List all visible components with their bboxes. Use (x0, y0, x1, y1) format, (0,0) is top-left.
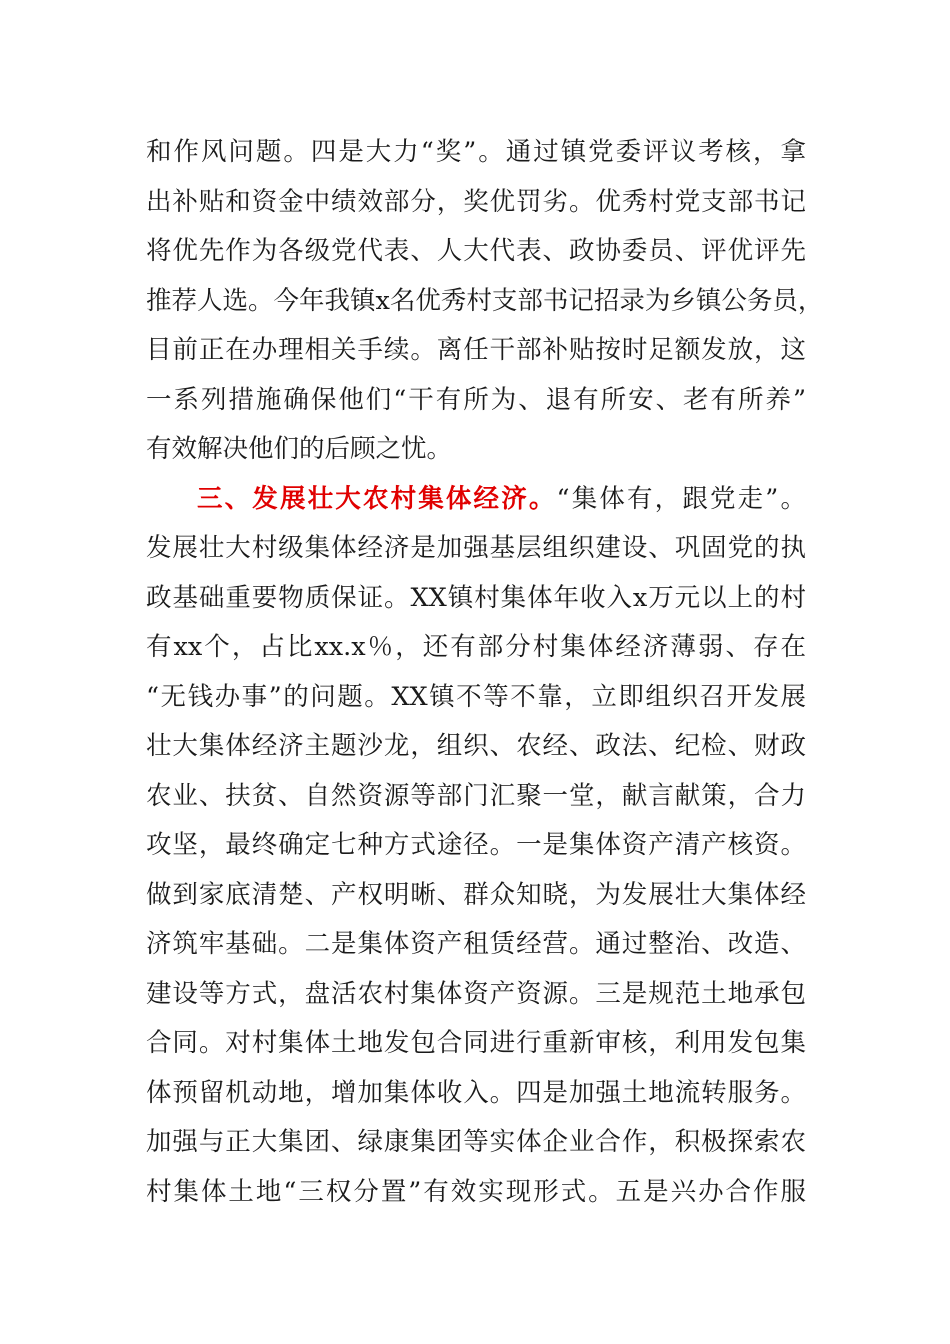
paragraph-line: 出补贴和资金中绩效部分，奖优罚劣。优秀村党支部书记 (146, 186, 806, 217)
paragraph-line: “无钱办事”的问题。XX镇不等不靠，立即组织召开发展 (146, 681, 806, 712)
paragraph-line: 建设等方式，盘活农村集体资产资源。三是规范土地承包 (146, 978, 806, 1009)
section-heading: 三、发展壮大农村集体经济。 (197, 483, 557, 514)
paragraph-line: 有xx个，占比xx.x％，还有部分村集体经济薄弱、存在 (146, 632, 806, 662)
paragraph-line: 济筑牢基础。二是集体资产租赁经营。通过整治、改造、 (146, 929, 806, 959)
paragraph-line: 攻坚，最终确定七种方式途径。一是集体资产清产核资。 (146, 830, 806, 860)
document-body (146, 128, 824, 1217)
paragraph-line: 目前正在办理相关手续。离任干部补贴按时足额发放，这 (146, 335, 806, 365)
paragraph-line: 村集体土地“三权分置”有效实现形式。五是兴办合作服 (146, 1176, 806, 1207)
paragraph-line: 发展壮大村级集体经济是加强基层组织建设、巩固党的执 (146, 533, 806, 563)
paragraph-line: 有效解决他们的后顾之忧。 (146, 434, 453, 464)
paragraph-line: 壮大集体经济主题沙龙，组织、农经、政法、纪检、财政 (146, 731, 806, 761)
paragraph-first-line (146, 475, 806, 525)
paragraph-line: 政基础重要物质保证。XX镇村集体年收入x万元以上的村 (146, 582, 806, 613)
paragraph-line: 农业、扶贫、自然资源等部门汇聚一堂，献言献策，合力 (146, 780, 806, 811)
paragraph-line: 加强与正大集团、绿康集团等实体企业合作，积极探索农 (146, 1127, 806, 1157)
paragraph-line: 和作风问题。四是大力“奖”。通过镇党委评议考核，拿 (146, 137, 806, 167)
paragraph-line: 做到家底清楚、产权明晰、群众知晓，为发展壮大集体经 (146, 879, 806, 910)
paragraph-line: 一系列措施确保他们“干有所为、退有所安、老有所养” (146, 384, 806, 415)
paragraph-1 (146, 128, 824, 475)
heading-quote: “集体有，跟党走”。 (556, 483, 806, 514)
paragraph-line: 体预留机动地，增加集体收入。四是加强土地流转服务。 (146, 1077, 806, 1108)
paragraph-2 (146, 475, 806, 1218)
paragraph-line: 将优先作为各级党代表、人大代表、政协委员、评优评先 (146, 236, 806, 266)
paragraph-line: 合同。对村集体土地发包合同进行重新审核，利用发包集 (146, 1028, 806, 1058)
paragraph-line: 推荐人选。今年我镇x名优秀村支部书记招录为乡镇公务员， (146, 285, 824, 316)
